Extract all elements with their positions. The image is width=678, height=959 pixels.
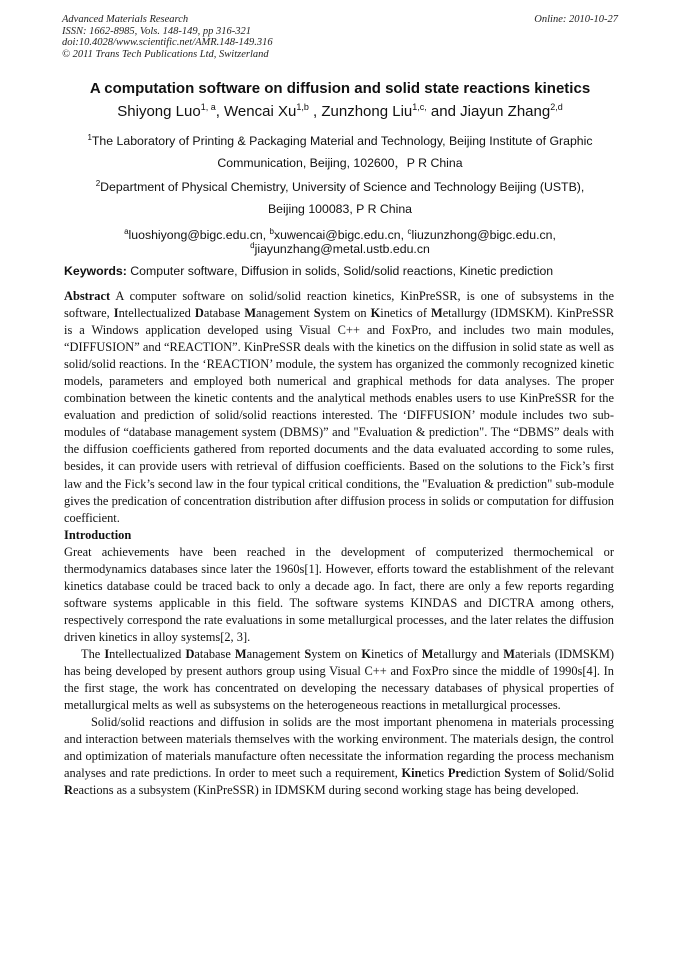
- acronym-letter: R: [64, 783, 73, 798]
- author-name: Zunzhong Liu: [321, 103, 413, 120]
- keywords-text: Computer software, Diffusion in solids, Solid/solid reactions, Kinetic prediction: [126, 264, 554, 278]
- acronym-word: anagement: [256, 306, 314, 321]
- introduction-heading: Introduction: [64, 527, 132, 542]
- email-sup: b: [269, 226, 274, 236]
- paper-body: [64, 288, 614, 799]
- acronym-word: ystem of: [511, 766, 559, 781]
- acronym-letter: M: [234, 646, 247, 661]
- issn-line: ISSN: 1662-8985, Vols. 148-149, pp 316-321: [62, 25, 251, 37]
- abstract-text: A computer software on solid/solid reaction kinetics, KinPreSSR, is one of subsystems in the software,: [64, 289, 614, 321]
- keywords-label: Keywords:: [64, 264, 127, 278]
- author-affil-sup: 1,c,: [412, 102, 427, 112]
- author-name: Jiayun Zhang: [460, 103, 551, 120]
- acronym-word: atabase: [194, 646, 235, 661]
- author-separator: ,: [215, 103, 225, 120]
- intro-paragraph-2: [64, 646, 614, 714]
- acronym-word: inetics of: [380, 306, 431, 321]
- email-address: xuwencai@bigc.edu.cn,: [274, 228, 408, 242]
- email-sup: c: [407, 226, 412, 236]
- affiliation-number: 1: [87, 132, 92, 142]
- acronym-word: ntellectualized: [118, 306, 195, 321]
- acronym-letter: S: [558, 766, 566, 781]
- email-sup: a: [124, 226, 129, 236]
- author-separator: and: [426, 103, 461, 120]
- email-address: jiayunzhang@metal.ustb.edu.cn: [254, 242, 430, 256]
- online-date: Online: 2010-10-27: [534, 14, 618, 25]
- acronym-letter: M: [503, 646, 515, 661]
- acronym-letter: K: [361, 646, 371, 661]
- copyright-line: © 2011 Trans Tech Publications Ltd, Switzerland: [62, 48, 269, 60]
- acronym-word: eactions: [72, 783, 114, 798]
- affiliation-line: Department of Physical Chemistry, University of Science and Technology Beijing (USTB),: [100, 180, 585, 194]
- acronym-letter: Kin: [401, 766, 422, 781]
- paragraph-text: Solid/solid reactions and diffusion in solids are the most important phenomena in materials processing and interaction between materials themselves with the working environment. The materials design, the control and optimization of materials manufacture often necessitate the information regarding the process mechanism analyses and rate predictions. In order to meet such a requirement,: [64, 715, 614, 781]
- acronym-word: inetics of: [370, 646, 422, 661]
- paper-title: A computation software on diffusion and solid state reactions kinetics: [89, 80, 591, 97]
- affiliation-line: The Laboratory of Printing & Packaging Material and Technology, Beijing Institute of Graphic: [91, 134, 593, 148]
- acronym-word: atabase: [203, 306, 245, 321]
- acronym-letter: S: [313, 306, 321, 321]
- paragraph-text: The: [81, 646, 105, 661]
- journal-name: Advanced Materials Research: [62, 14, 189, 25]
- acronym-letter: M: [244, 306, 257, 321]
- abstract-label: Abstract: [64, 289, 111, 303]
- acronym-letter: D: [185, 646, 195, 661]
- affiliation-line: Beijing 100083, P R China: [267, 202, 413, 216]
- email-sup: d: [250, 240, 255, 250]
- doi-line: doi:10.4028/www.scientific.net/AMR.148-149.316: [62, 37, 273, 48]
- section-heading: [64, 527, 614, 544]
- acronym-letter: I: [104, 646, 110, 661]
- email-address: luoshiyong@bigc.edu.cn,: [128, 228, 270, 242]
- acronym-word: olid/Solid: [565, 766, 615, 781]
- acronym-word: ystem on: [311, 646, 362, 661]
- acronym-letter: M: [430, 306, 443, 321]
- keywords-line: [64, 264, 620, 278]
- affiliation-1: [62, 130, 618, 174]
- paragraph-text: (IDMSKM) has being developed by present authors group using Visual C++ and FoxPro since the middle of 1990s[4]. In the first stage, the work has concentrated on developing the necessary databases of physical properties of metallurgical melts as well as subsystems on the heterogeneous reactions in metallurgical processes.: [64, 646, 614, 713]
- intro-paragraph-1: Great achievements have been reached in the development of computerized thermochemical or thermodynamics databases since later the 1960s[1]. However, efforts toward the establishment of the relevant kinetics database could be traced back to only a decade ago. In fact, there are only a few reports regarding software systems applicable in this field. The software systems KINDAS and DICTRA among others, respectively correspond the rate evaluations in some metallurgical processes, and the later relates the diffusion driven kinetics in alloy systems[2, 3].: [64, 544, 614, 644]
- acronym-letter: I: [113, 306, 119, 321]
- author-list: [40, 103, 640, 120]
- acronym-word: ystem on: [320, 306, 371, 321]
- abstract-text: KinPreSSR is a Windows application developed using Visual C++ and FoxPro, and includes two main modules, “DIFFUSION” and “REACTION”. KinPreSSR deals with the kinetics on the diffusion in solid state as well as solid/solid reactions. In the ‘REACTION’ module, the system has organized the commonly recognized kinetic models, parameters and employed both numerical and graphical methods for data analyses. The proper combination between the kinetic contents and the analytical methods enables users to use KinPreSSR for the evaluation and prediction of solid/solid reactions interested. The ‘DIFFUSION’ module includes two sub-modules of “database management system (DBMS)” and "Evaluation & prediction". The “DBMS” deals with the diffusion coefficients gathered from reported documents and the data evaluated according to some rules, besides, it can provide users with retrieval of diffusion coefficients. Based on the solutions to the Fick’s first law and the Fick’s second law in the four typical critical conditions, the "Evaluation & prediction" sub-module gives the predication of concentration distribution after diffusion process in solids or computation for diffusion coefficient.: [64, 306, 614, 525]
- affiliation-line: Communication, Beijing, 102600，P R China: [217, 156, 463, 170]
- acronym-word: aterials: [514, 646, 551, 661]
- acronym-letter: K: [370, 306, 381, 321]
- affiliation-2: [62, 176, 618, 220]
- acronym-word: anagement: [246, 646, 305, 661]
- author-affil-sup: 2,d: [550, 102, 563, 112]
- abstract-paragraph: [64, 288, 614, 527]
- acronym-word: etallurgy (IDMSKM).: [442, 306, 553, 321]
- acronym-letter: S: [304, 646, 312, 661]
- author-affil-sup: 1, a: [200, 102, 216, 112]
- intro-paragraph-3: [64, 714, 614, 799]
- author-name: Wencai Xu: [224, 103, 297, 120]
- acronym-word: diction: [466, 766, 505, 781]
- affiliation-number: 2: [95, 178, 101, 188]
- email-list: [62, 228, 618, 256]
- email-address: liuzunzhong@bigc.edu.cn,: [411, 228, 556, 242]
- acronym-letter: M: [421, 646, 434, 661]
- paragraph-text: as a subsystem (KinPreSSR) in IDMSKM during second working stage has being developed.: [113, 783, 579, 798]
- acronym-word: etallurgy and: [433, 646, 504, 661]
- acronym-letter: S: [504, 766, 512, 781]
- author-affil-sup: 1,b: [296, 102, 309, 112]
- author-separator: ,: [308, 103, 322, 120]
- acronym-letter: D: [194, 306, 204, 321]
- acronym-word: etics: [421, 766, 448, 781]
- acronym-letter: Pre: [447, 766, 467, 781]
- journal-header: [62, 14, 618, 60]
- acronym-word: ntellectualized: [109, 646, 186, 661]
- author-name: Shiyong Luo: [117, 103, 201, 120]
